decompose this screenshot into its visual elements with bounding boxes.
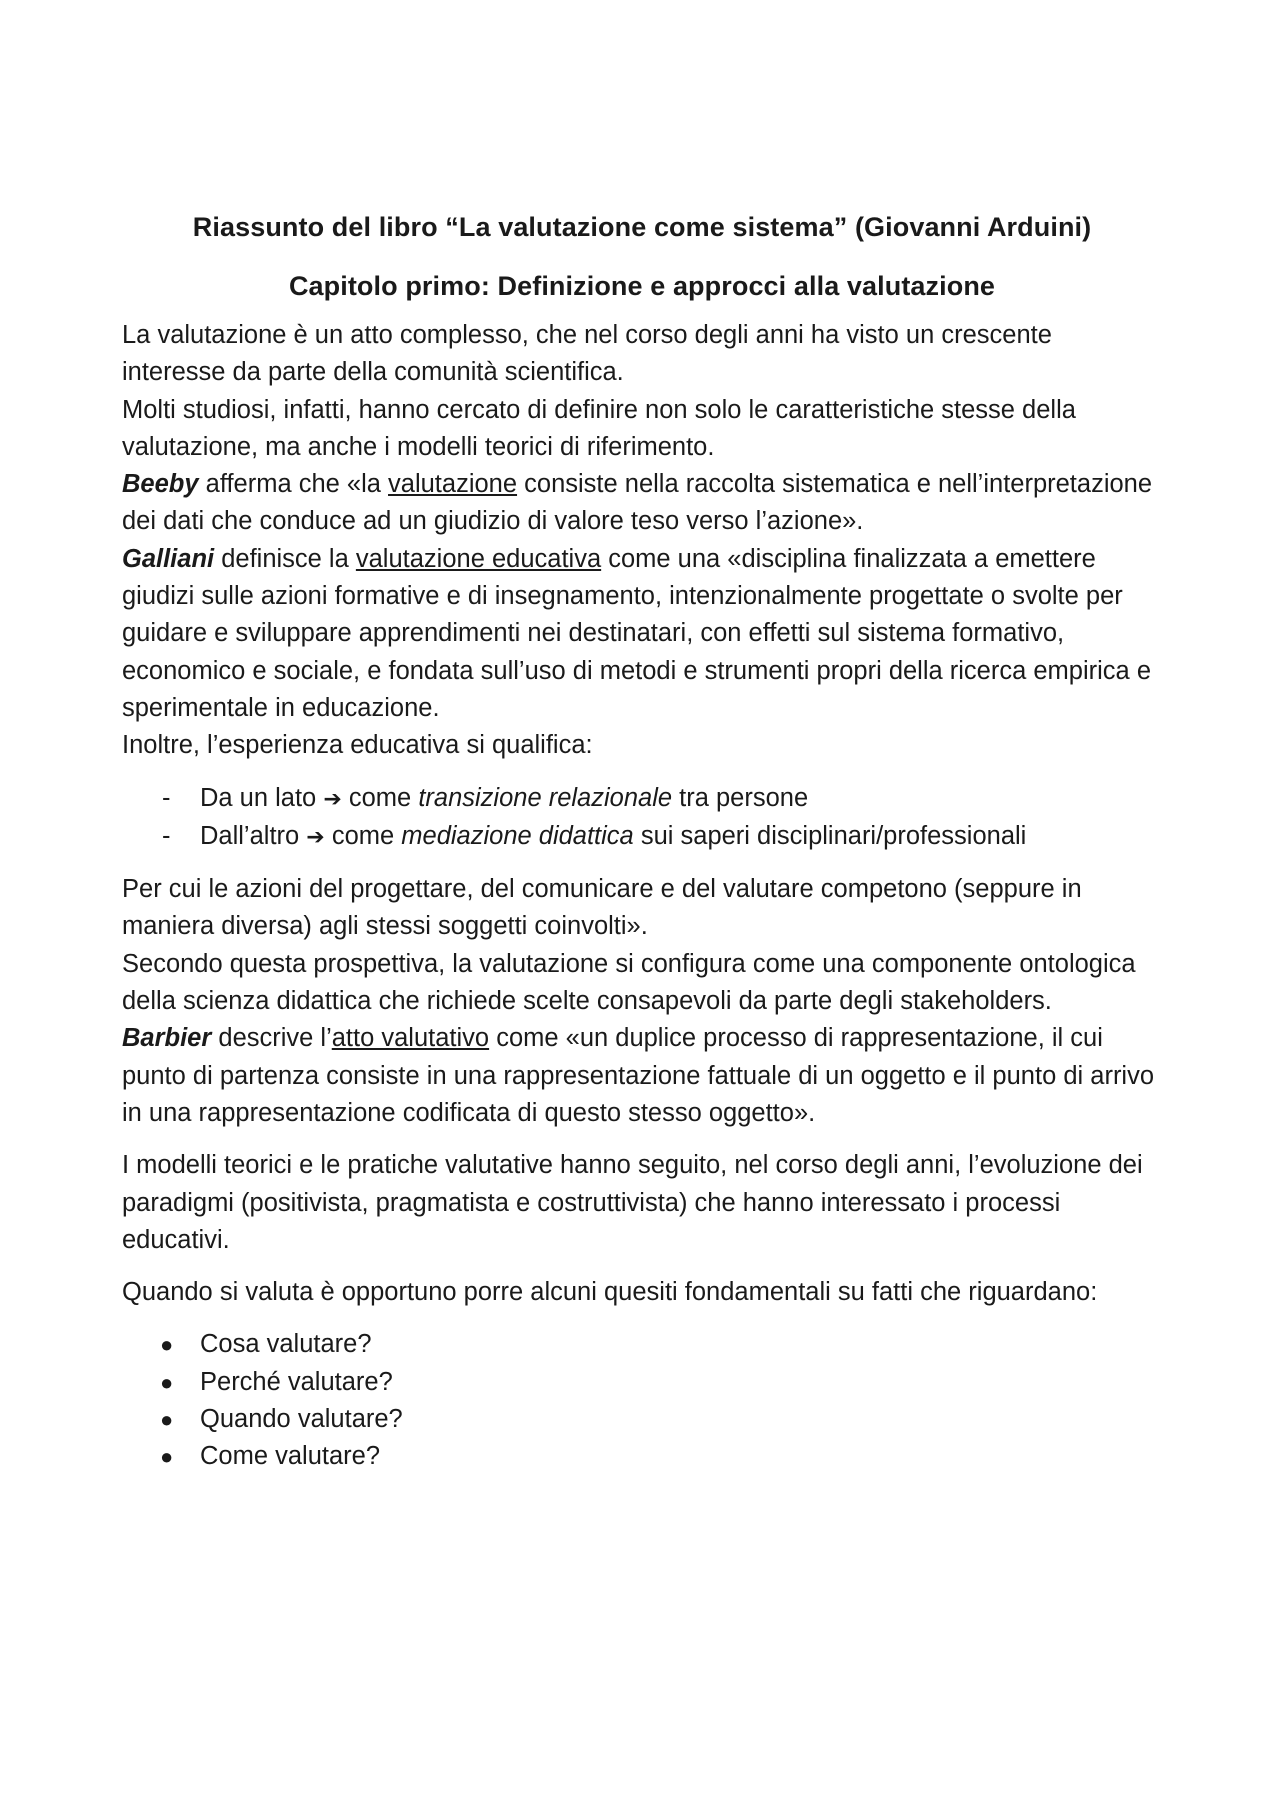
- list-item: - Da un lato ➔ come transizione relazionale tra persone: [122, 780, 1162, 818]
- perspective-block: [122, 871, 1162, 1132]
- list-term: mediazione didattica: [401, 821, 634, 850]
- definitions-block: [122, 317, 1162, 765]
- quando-paragraph: Quando si valuta è opportuno porre alcuni quesiti fondamentali su fatti che riguardano:: [122, 1278, 1098, 1307]
- questions-list: [122, 1326, 1162, 1475]
- galliani-text-before: definisce la: [214, 544, 356, 573]
- galliani-text-after: come una «disciplina finalizzata a emettere giudizi sulle azioni formative e di insegnamento, intenzionalmente progettate o svolte per guidare e sviluppare apprendimenti nei destinatari, con effetti sul sistema formativo, economico e sociale, e fondata sull’uso di metodi e strumenti propri della ricerca empirica e sperimentale in educazione.: [122, 544, 1152, 722]
- secondo-paragraph: Secondo questa prospettiva, la valutazione si configura come una componente ontologica della scienza didattica che richiede scelte consapevoli da parte degli stakeholders.: [122, 949, 1136, 1016]
- author-beeby: Beeby: [122, 470, 199, 499]
- list-item: ● Perché valutare?: [122, 1364, 1162, 1401]
- beeby-paragraph: [122, 466, 1162, 541]
- document-page: [122, 210, 1162, 1491]
- barbier-text-before: descrive l’: [211, 1024, 332, 1053]
- dash-list: [122, 780, 1162, 857]
- arrow-right-icon: ➔: [306, 824, 325, 850]
- bullet-icon: ●: [160, 1332, 174, 1358]
- arrow-right-icon: ➔: [323, 786, 342, 812]
- document-title: Riassunto del libro “La valutazione come sistema” (Giovanni Arduini): [192, 212, 1092, 242]
- barbier-text-after: come «un duplice processo di rappresentazione, il cui punto di partenza consiste in una rappresentazione fattuale di un oggetto e il punto di arrivo in una rappresentazione codificata di questo stesso oggetto».: [122, 1024, 1155, 1127]
- galliani-term: valutazione educativa: [355, 544, 602, 573]
- bullet-icon: ●: [160, 1444, 174, 1470]
- barbier-term: atto valutativo: [331, 1024, 490, 1053]
- intro-paragraph-1: La valutazione è un atto complesso, che nel corso degli anni ha visto un crescente interesse da parte della comunità scientifica.: [122, 321, 1052, 387]
- list-item: ● Come valutare?: [122, 1438, 1162, 1475]
- modelli-paragraph: I modelli teorici e le pratiche valutative hanno seguito, nel corso degli anni, l’evoluzione dei paradigmi (positivista, pragmatista e costruttivista) che hanno interessato i processi educativi.: [122, 1151, 1143, 1254]
- beeby-term: valutazione: [388, 470, 518, 499]
- list-term: transizione relazionale: [418, 783, 673, 812]
- list-item: ● Cosa valutare?: [122, 1326, 1162, 1363]
- inoltre-paragraph: Inoltre, l’esperienza educativa si qualifica:: [122, 731, 593, 760]
- barbier-paragraph: [122, 1020, 1162, 1132]
- dash-marker: -: [162, 821, 171, 850]
- beeby-text-before: afferma che «la: [198, 470, 389, 499]
- author-galliani: Galliani: [122, 544, 215, 573]
- bullet-icon: ●: [160, 1369, 174, 1395]
- per-cui-paragraph: Per cui le azioni del progettare, del comunicare e del valutare competono (seppure in maniera diversa) agli stessi soggetti coinvolti».: [122, 875, 1082, 941]
- chapter-title: Capitolo primo: Definizione e approcci alla valutazione: [288, 271, 996, 301]
- list-item: - Dall’altro ➔ come mediazione didattica sui saperi disciplinari/professionali: [122, 818, 1162, 856]
- list-item: ● Quando valutare?: [122, 1401, 1162, 1438]
- galliani-paragraph: [122, 541, 1162, 727]
- intro-paragraph-2: Molti studiosi, infatti, hanno cercato di definire non solo le caratteristiche stesse della valutazione, ma anche i modelli teorici di riferimento.: [122, 395, 1076, 461]
- beeby-text-after: consiste nella raccolta sistematica e nell’interpretazione dei dati che conduce ad un giudizio di valore teso verso l’azione».: [122, 470, 1153, 536]
- author-barbier: Barbier: [122, 1024, 212, 1053]
- dash-marker: -: [162, 783, 171, 812]
- bullet-icon: ●: [160, 1407, 174, 1433]
